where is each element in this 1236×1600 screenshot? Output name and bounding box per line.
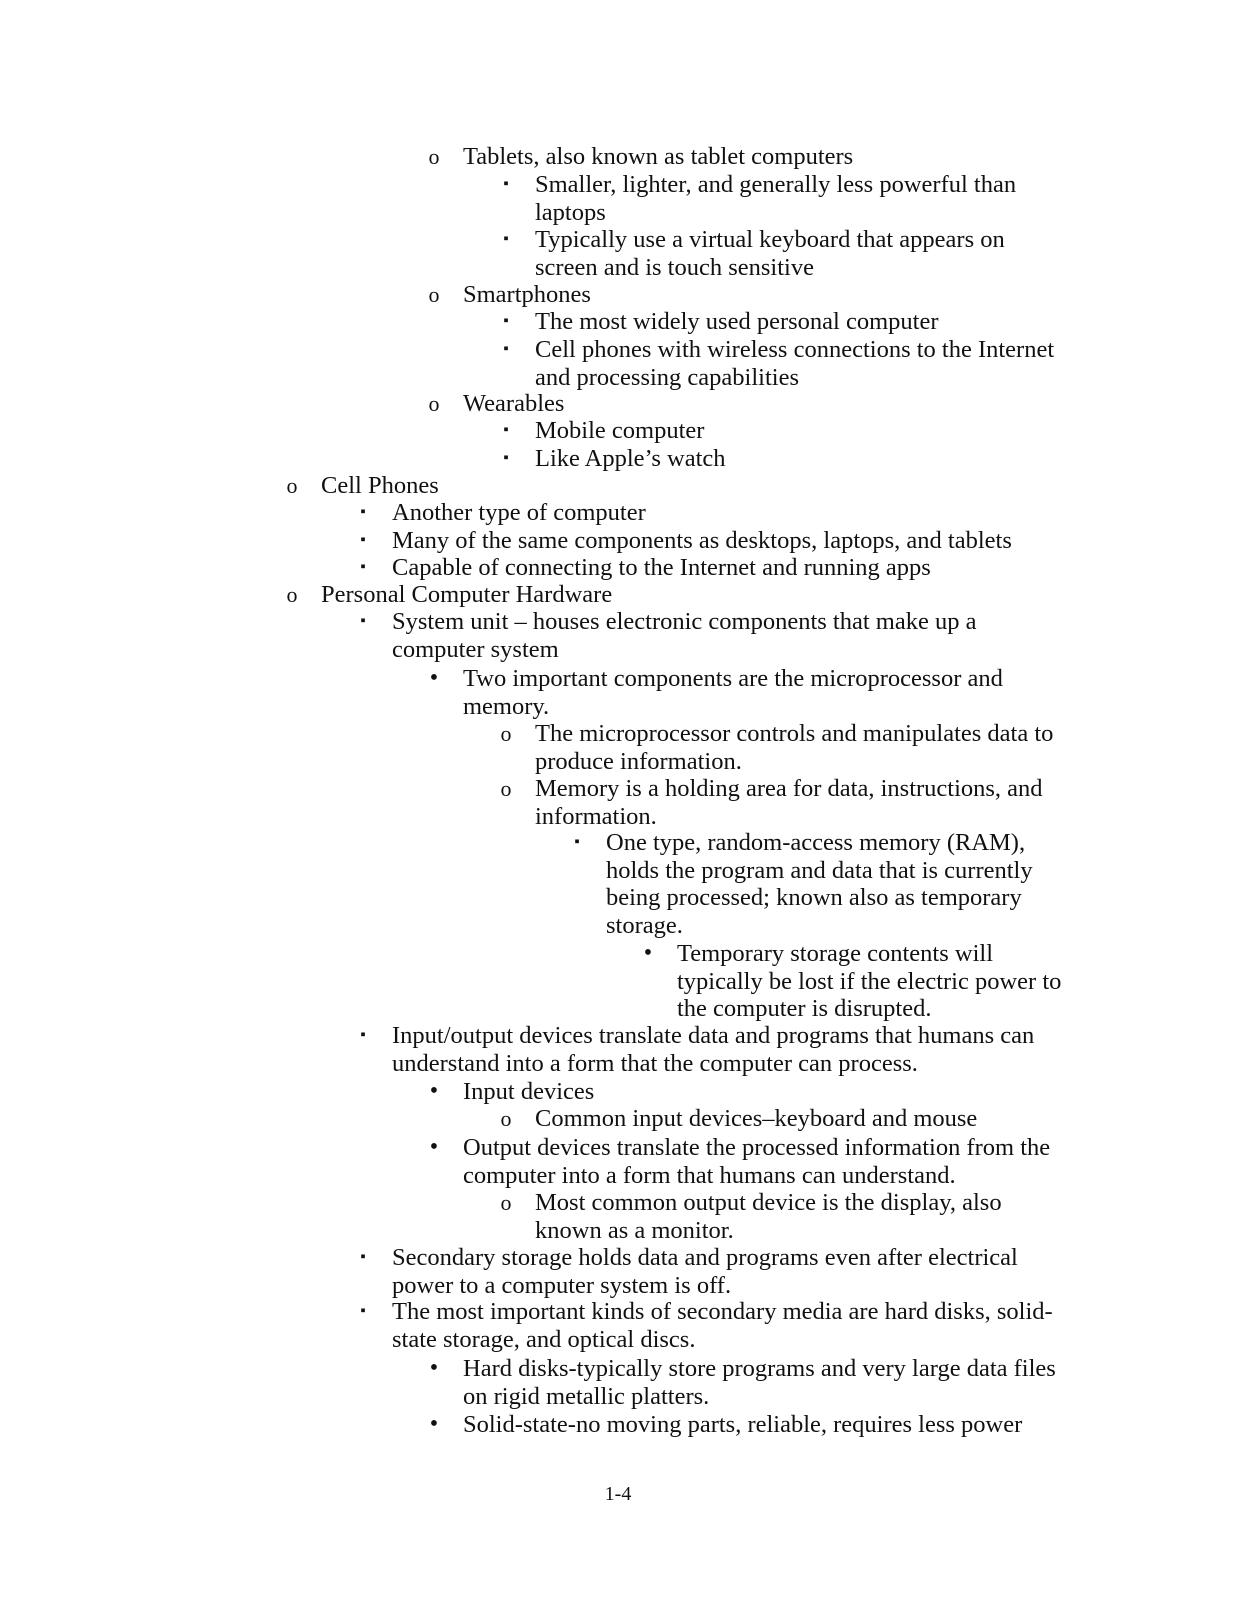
- list-item-text: Capable of connecting to the Internet and running apps: [392, 554, 931, 581]
- hollow-circle-bullet-icon: o: [500, 721, 512, 746]
- list-item: [286, 581, 1072, 609]
- hollow-circle-bullet-icon: o: [500, 1106, 512, 1131]
- hollow-circle-bullet-icon: o: [428, 144, 440, 169]
- list-item: [360, 554, 1072, 582]
- square-bullet-icon: ▪: [503, 341, 509, 357]
- square-bullet-icon: ▪: [360, 1249, 366, 1265]
- list-item: [429, 1355, 1072, 1410]
- square-bullet-icon: ▪: [503, 313, 509, 329]
- list-item-text: The most important kinds of secondary media are hard disks, solid-state storage, and optical discs.: [392, 1298, 1053, 1353]
- list-item-text: Many of the same components as desktops, laptops, and tablets: [392, 527, 1012, 554]
- list-item-text: Solid-state-no moving parts, reliable, requires less power: [463, 1411, 1023, 1438]
- square-bullet-icon: ▪: [503, 422, 509, 438]
- list-item: [429, 1411, 1072, 1439]
- list-item: [500, 1105, 1072, 1133]
- list-item: [360, 608, 1072, 663]
- list-item-text: Cell phones with wireless connections to the Internet and processing capabilities: [535, 336, 1055, 391]
- hollow-circle-bullet-icon: o: [500, 1190, 512, 1215]
- square-bullet-icon: ▪: [503, 450, 509, 466]
- square-bullet-icon: ▪: [574, 834, 580, 850]
- square-bullet-icon: ▪: [360, 504, 366, 520]
- list-item: [503, 417, 1072, 445]
- list-item-text: System unit – houses electronic components that make up a computer system: [392, 608, 977, 663]
- list-item-text: Input/output devices translate data and programs that humans can understand into a form that the computer can process.: [392, 1022, 1035, 1077]
- dot-bullet-icon: •: [429, 1411, 439, 1437]
- square-bullet-icon: ▪: [360, 1027, 366, 1043]
- square-bullet-icon: ▪: [360, 559, 366, 575]
- list-item: [429, 1078, 1072, 1106]
- list-item: [500, 720, 1072, 775]
- list-item: [428, 143, 1072, 171]
- list-item: [503, 308, 1072, 336]
- list-item-text: Wearables: [463, 390, 565, 417]
- list-item-text: Output devices translate the processed information from the computer into a form that humans can understand.: [463, 1134, 1051, 1189]
- list-item: [360, 1244, 1072, 1299]
- list-item-text: Most common output device is the display, also known as a monitor.: [535, 1189, 1002, 1244]
- hollow-circle-bullet-icon: o: [428, 282, 440, 307]
- list-item: [428, 281, 1072, 309]
- list-item-text: Two important components are the microprocessor and memory.: [463, 665, 1003, 720]
- list-item: [503, 445, 1072, 473]
- list-item-text: Memory is a holding area for data, instructions, and information.: [535, 775, 1043, 830]
- hollow-circle-bullet-icon: o: [286, 582, 298, 607]
- list-item: [360, 1022, 1072, 1077]
- list-item: [360, 527, 1072, 555]
- list-item: [503, 226, 1072, 281]
- list-item: [574, 829, 1072, 939]
- list-item: [500, 775, 1072, 830]
- list-item-text: Common input devices–keyboard and mouse: [535, 1105, 978, 1132]
- hollow-circle-bullet-icon: o: [428, 391, 440, 416]
- list-item-text: Smartphones: [463, 281, 591, 308]
- list-item: [503, 171, 1072, 226]
- list-item: [286, 472, 1072, 500]
- list-item: [500, 1189, 1072, 1244]
- square-bullet-icon: ▪: [503, 176, 509, 192]
- list-item-text: Like Apple’s watch: [535, 445, 726, 472]
- list-item-text: Personal Computer Hardware: [321, 581, 613, 608]
- dot-bullet-icon: •: [429, 1078, 439, 1104]
- list-item-text: Cell Phones: [321, 472, 439, 499]
- list-item-text: Mobile computer: [535, 417, 705, 444]
- list-item-text: Input devices: [463, 1078, 595, 1105]
- list-item-text: Temporary storage contents will typically be lost if the electric power to the computer is disrupted.: [677, 940, 1062, 1022]
- square-bullet-icon: ▪: [360, 613, 366, 629]
- dot-bullet-icon: •: [429, 1134, 439, 1160]
- square-bullet-icon: ▪: [360, 532, 366, 548]
- dot-bullet-icon: •: [429, 665, 439, 691]
- square-bullet-icon: ▪: [360, 1303, 366, 1319]
- list-item: [429, 665, 1072, 720]
- list-item-text: The most widely used personal computer: [535, 308, 939, 335]
- list-item-text: Tablets, also known as tablet computers: [463, 143, 854, 170]
- list-item: [428, 390, 1072, 418]
- list-item-text: One type, random-access memory (RAM), holds the program and data that is currently being processed; known also as temporary storage.: [606, 829, 1033, 939]
- list-item-text: Hard disks-typically store programs and very large data files on rigid metallic platters.: [463, 1355, 1056, 1410]
- list-item-text: Typically use a virtual keyboard that appears on screen and is touch sensitive: [535, 226, 1005, 281]
- hollow-circle-bullet-icon: o: [500, 776, 512, 801]
- page-number: 1-4: [604, 1483, 632, 1505]
- dot-bullet-icon: •: [643, 940, 653, 966]
- list-item-text: Another type of computer: [392, 499, 646, 526]
- list-item: [429, 1134, 1072, 1189]
- list-item-text: Secondary storage holds data and programs even after electrical power to a computer system is off.: [392, 1244, 1018, 1299]
- list-item-text: The microprocessor controls and manipulates data to produce information.: [535, 720, 1054, 775]
- list-item: [360, 499, 1072, 527]
- hollow-circle-bullet-icon: o: [286, 473, 298, 498]
- dot-bullet-icon: •: [429, 1355, 439, 1381]
- square-bullet-icon: ▪: [503, 231, 509, 247]
- list-item-text: Smaller, lighter, and generally less powerful than laptops: [535, 171, 1017, 226]
- list-item: [643, 940, 1072, 1023]
- list-item: [360, 1298, 1072, 1353]
- list-item: [503, 336, 1072, 391]
